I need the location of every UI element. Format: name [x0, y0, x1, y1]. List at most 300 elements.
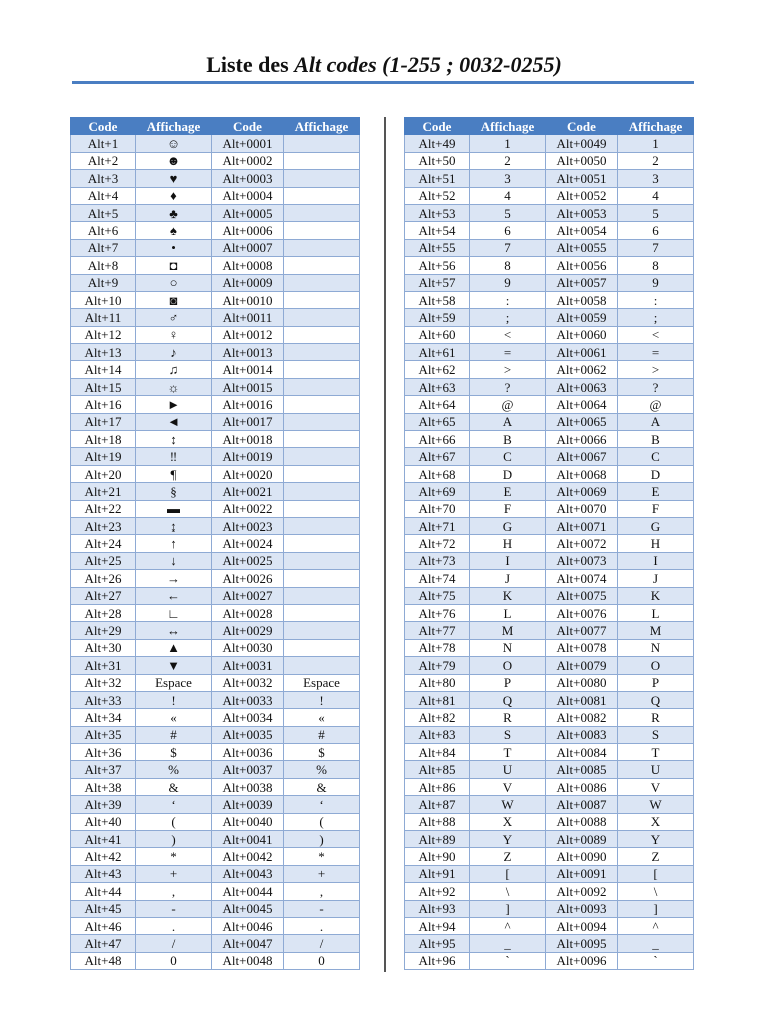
display-cell: Q [618, 691, 694, 708]
alt-code-cell: Alt+0024 [212, 535, 284, 552]
display-cell [284, 222, 360, 239]
display-cell: L [470, 604, 546, 621]
display-cell: 4 [470, 187, 546, 204]
alt-code-cell: Alt+71 [405, 517, 470, 534]
display-cell: ¶ [136, 465, 212, 482]
display-cell: * [284, 848, 360, 865]
alt-code-cell: Alt+37 [71, 761, 136, 778]
left-table-body [71, 135, 360, 970]
table-row [71, 604, 360, 621]
alt-code-cell: Alt+50 [405, 152, 470, 169]
alt-code-cell: Alt+79 [405, 657, 470, 674]
alt-code-cell: Alt+49 [405, 135, 470, 152]
display-cell: • [136, 239, 212, 256]
table-row [405, 831, 694, 848]
display-cell: ↕ [136, 431, 212, 448]
display-cell: Espace [284, 674, 360, 691]
alt-code-cell: Alt+0061 [546, 344, 618, 361]
display-cell: ^ [470, 917, 546, 934]
table-row [71, 291, 360, 308]
display-cell: ‼ [136, 448, 212, 465]
display-cell: _ [618, 935, 694, 952]
display-cell: ( [136, 813, 212, 830]
display-cell: ▼ [136, 657, 212, 674]
table-row [71, 344, 360, 361]
display-cell: [ [470, 865, 546, 882]
table-row [405, 465, 694, 482]
display-cell: , [136, 883, 212, 900]
display-cell: ► [136, 396, 212, 413]
alt-code-cell: Alt+0070 [546, 500, 618, 517]
alt-code-cell: Alt+0030 [212, 639, 284, 656]
display-cell: 6 [618, 222, 694, 239]
table-row [71, 413, 360, 430]
display-cell: + [136, 865, 212, 882]
display-cell: ♀ [136, 326, 212, 343]
display-cell: ; [470, 309, 546, 326]
alt-code-cell: Alt+2 [71, 152, 136, 169]
right-code-table [404, 117, 694, 970]
alt-code-cell: Alt+0045 [212, 900, 284, 917]
display-cell: ↨ [136, 517, 212, 534]
table-row [405, 744, 694, 761]
display-cell: @ [618, 396, 694, 413]
alt-code-cell: Alt+74 [405, 570, 470, 587]
table-row [71, 396, 360, 413]
title-italic: Alt codes (1-255 ; 0032-0255) [294, 52, 562, 77]
alt-code-cell: Alt+0086 [546, 778, 618, 795]
alt-code-cell: Alt+62 [405, 361, 470, 378]
display-cell: O [470, 657, 546, 674]
table-row [405, 709, 694, 726]
alt-code-cell: Alt+0037 [212, 761, 284, 778]
display-cell: ☻ [136, 152, 212, 169]
display-cell: W [470, 796, 546, 813]
display-cell [284, 500, 360, 517]
display-cell [284, 413, 360, 430]
display-cell: ‘ [284, 796, 360, 813]
alt-code-cell: Alt+0036 [212, 744, 284, 761]
display-cell: D [470, 465, 546, 482]
alt-code-cell: Alt+0074 [546, 570, 618, 587]
alt-code-cell: Alt+81 [405, 691, 470, 708]
display-cell: ? [470, 378, 546, 395]
header-display: Affichage [284, 118, 360, 135]
display-cell: ` [618, 952, 694, 969]
table-row [71, 465, 360, 482]
table-row [71, 622, 360, 639]
alt-code-cell: Alt+0065 [546, 413, 618, 430]
display-cell [284, 170, 360, 187]
display-cell: > [470, 361, 546, 378]
display-cell: Q [470, 691, 546, 708]
header-code: Code [546, 118, 618, 135]
alt-code-cell: Alt+0057 [546, 274, 618, 291]
display-cell [284, 657, 360, 674]
table-row [71, 431, 360, 448]
display-cell: 3 [470, 170, 546, 187]
alt-code-cell: Alt+0076 [546, 604, 618, 621]
alt-code-cell: Alt+55 [405, 239, 470, 256]
display-cell: 9 [470, 274, 546, 291]
display-cell: 5 [618, 204, 694, 221]
alt-code-cell: Alt+0022 [212, 500, 284, 517]
table-row [71, 952, 360, 969]
alt-code-cell: Alt+0081 [546, 691, 618, 708]
alt-code-cell: Alt+61 [405, 344, 470, 361]
alt-code-cell: Alt+0019 [212, 448, 284, 465]
display-cell: I [618, 552, 694, 569]
alt-code-cell: Alt+0073 [546, 552, 618, 569]
alt-code-cell: Alt+35 [71, 726, 136, 743]
display-cell: G [618, 517, 694, 534]
display-cell: L [618, 604, 694, 621]
alt-code-cell: Alt+0058 [546, 291, 618, 308]
alt-code-cell: Alt+26 [71, 570, 136, 587]
alt-code-cell: Alt+0088 [546, 813, 618, 830]
display-cell: ] [618, 900, 694, 917]
display-cell: A [618, 413, 694, 430]
display-cell: & [136, 778, 212, 795]
display-cell: , [284, 883, 360, 900]
display-cell: @ [470, 396, 546, 413]
left-code-table [70, 117, 360, 970]
alt-code-cell: Alt+0032 [212, 674, 284, 691]
display-cell: 1 [470, 135, 546, 152]
table-row [71, 900, 360, 917]
header-code: Code [212, 118, 284, 135]
alt-code-cell: Alt+45 [71, 900, 136, 917]
display-cell: / [136, 935, 212, 952]
display-cell: R [618, 709, 694, 726]
display-cell: Espace [136, 674, 212, 691]
alt-code-cell: Alt+0018 [212, 431, 284, 448]
display-cell: K [618, 587, 694, 604]
table-row [405, 413, 694, 430]
display-cell: R [470, 709, 546, 726]
display-cell: 3 [618, 170, 694, 187]
alt-code-cell: Alt+0015 [212, 378, 284, 395]
display-cell: B [470, 431, 546, 448]
display-cell: E [470, 483, 546, 500]
display-cell: S [470, 726, 546, 743]
alt-code-cell: Alt+0082 [546, 709, 618, 726]
alt-code-cell: Alt+29 [71, 622, 136, 639]
table-row [405, 187, 694, 204]
table-row [71, 639, 360, 656]
display-cell: Y [618, 831, 694, 848]
alt-code-cell: Alt+0056 [546, 257, 618, 274]
alt-code-cell: Alt+87 [405, 796, 470, 813]
alt-code-cell: Alt+88 [405, 813, 470, 830]
alt-code-cell: Alt+13 [71, 344, 136, 361]
alt-code-cell: Alt+0029 [212, 622, 284, 639]
alt-code-cell: Alt+0055 [546, 239, 618, 256]
display-cell: ♠ [136, 222, 212, 239]
alt-code-cell: Alt+1 [71, 135, 136, 152]
display-cell [284, 396, 360, 413]
alt-code-cell: Alt+32 [71, 674, 136, 691]
table-row [71, 552, 360, 569]
display-cell: ! [136, 691, 212, 708]
display-cell [284, 344, 360, 361]
table-row [405, 900, 694, 917]
alt-code-cell: Alt+0031 [212, 657, 284, 674]
display-cell: = [618, 344, 694, 361]
alt-code-cell: Alt+0004 [212, 187, 284, 204]
alt-code-cell: Alt+0017 [212, 413, 284, 430]
table-row [71, 744, 360, 761]
display-cell: + [284, 865, 360, 882]
alt-code-cell: Alt+0010 [212, 291, 284, 308]
table-row [405, 309, 694, 326]
alt-code-cell: Alt+27 [71, 587, 136, 604]
alt-code-cell: Alt+54 [405, 222, 470, 239]
alt-code-cell: Alt+4 [71, 187, 136, 204]
alt-code-cell: Alt+73 [405, 552, 470, 569]
display-cell: P [618, 674, 694, 691]
alt-code-cell: Alt+67 [405, 448, 470, 465]
display-cell: % [284, 761, 360, 778]
display-cell: N [470, 639, 546, 656]
display-cell: Y [470, 831, 546, 848]
display-cell: 8 [470, 257, 546, 274]
display-cell: 5 [470, 204, 546, 221]
alt-code-cell: Alt+72 [405, 535, 470, 552]
display-cell: 1 [618, 135, 694, 152]
alt-code-cell: Alt+0011 [212, 309, 284, 326]
alt-code-cell: Alt+0003 [212, 170, 284, 187]
display-cell: V [618, 778, 694, 795]
display-cell: U [618, 761, 694, 778]
alt-code-cell: Alt+0080 [546, 674, 618, 691]
table-row [405, 917, 694, 934]
alt-code-cell: Alt+47 [71, 935, 136, 952]
display-cell: ) [136, 831, 212, 848]
alt-code-cell: Alt+0001 [212, 135, 284, 152]
table-row [71, 448, 360, 465]
table-row [405, 222, 694, 239]
alt-code-cell: Alt+83 [405, 726, 470, 743]
display-cell [284, 291, 360, 308]
alt-code-cell: Alt+0062 [546, 361, 618, 378]
display-cell: < [470, 326, 546, 343]
alt-code-cell: Alt+23 [71, 517, 136, 534]
alt-code-cell: Alt+0087 [546, 796, 618, 813]
display-cell: \ [470, 883, 546, 900]
alt-code-cell: Alt+53 [405, 204, 470, 221]
display-cell: ◄ [136, 413, 212, 430]
display-cell: ♂ [136, 309, 212, 326]
alt-code-cell: Alt+39 [71, 796, 136, 813]
display-cell: T [618, 744, 694, 761]
display-cell: ◙ [136, 291, 212, 308]
table-row [405, 622, 694, 639]
header-display: Affichage [618, 118, 694, 135]
table-row [71, 709, 360, 726]
alt-code-cell: Alt+38 [71, 778, 136, 795]
table-row [405, 135, 694, 152]
display-cell [284, 517, 360, 534]
table-row [71, 587, 360, 604]
alt-code-cell: Alt+40 [71, 813, 136, 830]
alt-code-cell: Alt+0039 [212, 796, 284, 813]
alt-code-cell: Alt+0016 [212, 396, 284, 413]
display-cell [284, 204, 360, 221]
table-row [405, 778, 694, 795]
table-row [71, 796, 360, 813]
display-cell: ! [284, 691, 360, 708]
alt-code-cell: Alt+22 [71, 500, 136, 517]
alt-code-cell: Alt+0041 [212, 831, 284, 848]
alt-code-cell: Alt+0008 [212, 257, 284, 274]
alt-code-cell: Alt+0033 [212, 691, 284, 708]
alt-code-cell: Alt+0085 [546, 761, 618, 778]
display-cell: [ [618, 865, 694, 882]
display-cell: ? [618, 378, 694, 395]
display-cell: W [618, 796, 694, 813]
display-cell: → [136, 570, 212, 587]
display-cell: N [618, 639, 694, 656]
display-cell: ^ [618, 917, 694, 934]
alt-code-cell: Alt+48 [71, 952, 136, 969]
alt-code-cell: Alt+0064 [546, 396, 618, 413]
header-code: Code [71, 118, 136, 135]
alt-code-cell: Alt+0009 [212, 274, 284, 291]
display-cell: ▬ [136, 500, 212, 517]
alt-code-cell: Alt+14 [71, 361, 136, 378]
alt-code-cell: Alt+24 [71, 535, 136, 552]
alt-code-cell: Alt+0077 [546, 622, 618, 639]
table-row [71, 222, 360, 239]
alt-code-cell: Alt+0040 [212, 813, 284, 830]
display-cell: ↑ [136, 535, 212, 552]
display-cell: ↔ [136, 622, 212, 639]
alt-code-cell: Alt+0075 [546, 587, 618, 604]
display-cell: ♦ [136, 187, 212, 204]
alt-code-cell: Alt+0096 [546, 952, 618, 969]
display-cell: ∟ [136, 604, 212, 621]
table-row [405, 865, 694, 882]
display-cell: G [470, 517, 546, 534]
alt-code-cell: Alt+0034 [212, 709, 284, 726]
alt-code-cell: Alt+6 [71, 222, 136, 239]
display-cell: 4 [618, 187, 694, 204]
display-cell: ; [618, 309, 694, 326]
display-cell: S [618, 726, 694, 743]
table-header-row [71, 118, 360, 135]
table-row [405, 535, 694, 552]
alt-code-cell: Alt+28 [71, 604, 136, 621]
alt-code-cell: Alt+52 [405, 187, 470, 204]
table-row [405, 500, 694, 517]
display-cell: U [470, 761, 546, 778]
alt-code-cell: Alt+59 [405, 309, 470, 326]
display-cell: X [618, 813, 694, 830]
display-cell: ☺ [136, 135, 212, 152]
display-cell: 7 [618, 239, 694, 256]
table-row [71, 865, 360, 882]
display-cell: A [470, 413, 546, 430]
alt-code-cell: Alt+31 [71, 657, 136, 674]
alt-code-cell: Alt+0002 [212, 152, 284, 169]
alt-code-cell: Alt+0053 [546, 204, 618, 221]
alt-code-cell: Alt+89 [405, 831, 470, 848]
alt-code-cell: Alt+0079 [546, 657, 618, 674]
alt-code-cell: Alt+0046 [212, 917, 284, 934]
alt-code-cell: Alt+0026 [212, 570, 284, 587]
display-cell: ) [284, 831, 360, 848]
alt-code-cell: Alt+0054 [546, 222, 618, 239]
column-separator [384, 117, 386, 972]
display-cell: % [136, 761, 212, 778]
display-cell [284, 361, 360, 378]
alt-code-cell: Alt+86 [405, 778, 470, 795]
table-row [71, 170, 360, 187]
alt-code-cell: Alt+90 [405, 848, 470, 865]
display-cell: 0 [136, 952, 212, 969]
table-row [405, 935, 694, 952]
display-cell: ♫ [136, 361, 212, 378]
table-row [405, 848, 694, 865]
alt-code-cell: Alt+66 [405, 431, 470, 448]
display-cell: & [284, 778, 360, 795]
display-cell [284, 483, 360, 500]
display-cell: C [470, 448, 546, 465]
alt-code-cell: Alt+96 [405, 952, 470, 969]
table-row [405, 552, 694, 569]
table-row [71, 831, 360, 848]
table-row [71, 883, 360, 900]
table-row [71, 917, 360, 934]
display-cell: D [618, 465, 694, 482]
display-cell: ] [470, 900, 546, 917]
alt-code-cell: Alt+0059 [546, 309, 618, 326]
table-row [71, 691, 360, 708]
table-row [71, 239, 360, 256]
alt-code-cell: Alt+0066 [546, 431, 618, 448]
display-cell: 6 [470, 222, 546, 239]
display-cell: « [136, 709, 212, 726]
alt-code-cell: Alt+63 [405, 378, 470, 395]
alt-code-cell: Alt+21 [71, 483, 136, 500]
display-cell [284, 448, 360, 465]
alt-code-cell: Alt+19 [71, 448, 136, 465]
alt-code-cell: Alt+0089 [546, 831, 618, 848]
display-cell: C [618, 448, 694, 465]
alt-code-cell: Alt+0048 [212, 952, 284, 969]
table-row [71, 761, 360, 778]
alt-code-cell: Alt+0014 [212, 361, 284, 378]
table-row [405, 952, 694, 969]
alt-code-cell: Alt+0020 [212, 465, 284, 482]
table-row [405, 361, 694, 378]
alt-code-cell: Alt+0078 [546, 639, 618, 656]
display-cell: $ [136, 744, 212, 761]
display-cell: P [470, 674, 546, 691]
display-cell: ‘ [136, 796, 212, 813]
right-table-body [405, 135, 694, 970]
alt-code-cell: Alt+0021 [212, 483, 284, 500]
table-row [71, 674, 360, 691]
alt-code-cell: Alt+42 [71, 848, 136, 865]
alt-code-cell: Alt+0047 [212, 935, 284, 952]
table-row [405, 813, 694, 830]
display-cell: I [470, 552, 546, 569]
table-row [71, 778, 360, 795]
table-row [405, 257, 694, 274]
display-cell: M [470, 622, 546, 639]
